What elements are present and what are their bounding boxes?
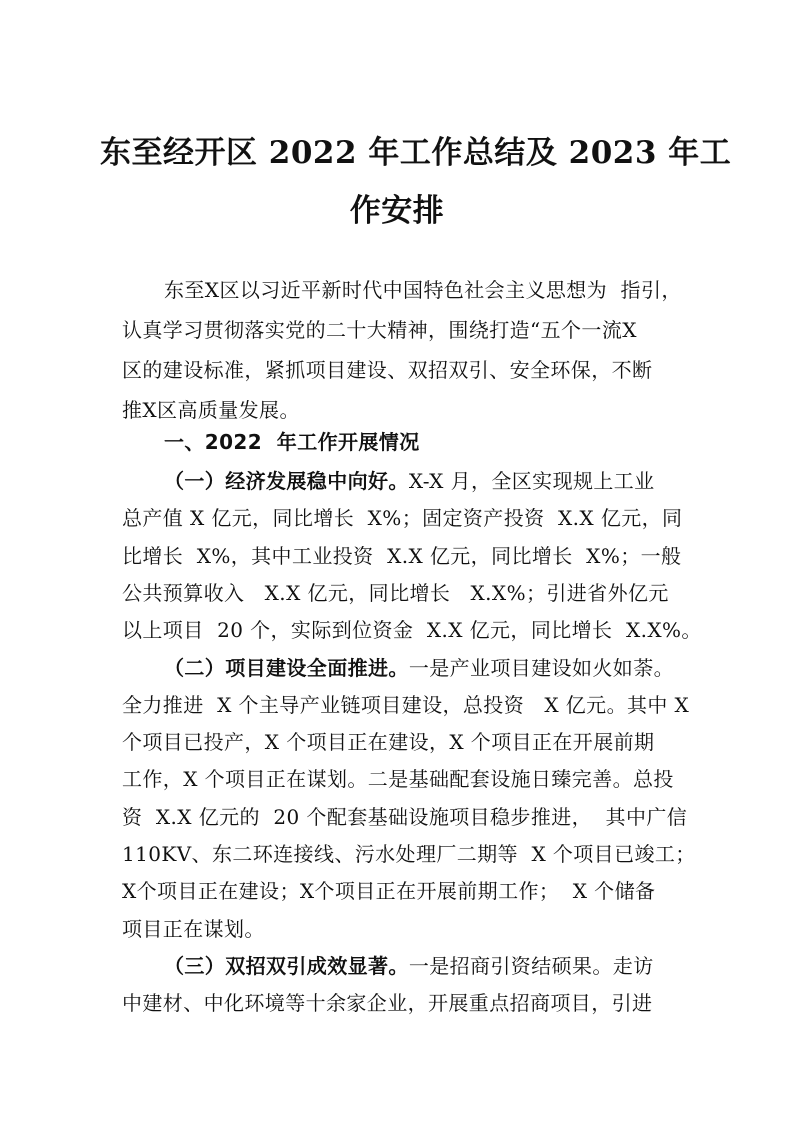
item1-heading: （一）经济发展稳中向好。 xyxy=(164,469,409,493)
item2-line-7: X个项目正在建设；X个项目正在开展前期工作； X 个储备 xyxy=(122,879,656,903)
intro-line-1: 东至X区以习近平新时代中国特色社会主义思想为 指引， xyxy=(164,278,682,302)
item3-first-line xyxy=(164,951,654,981)
item1-line-2: 总产值 X 亿元，同比增长 X%；固定资产投资 X.X 亿元，同 xyxy=(122,506,683,530)
item2-line-4: 工作，X 个项目正在谋划。二是基础配套设施日臻完善。总投 xyxy=(122,767,674,791)
item3-line-2: 中建材、中化环境等十余家企业，开展重点招商项目，引进 xyxy=(122,991,653,1015)
item1-line1-rest: X-X 月，全区实现规上工业 xyxy=(408,469,655,493)
item2-first-line xyxy=(164,653,674,683)
item2-heading: （二）项目建设全面推进。 xyxy=(164,656,409,680)
document-title-line-2: 作安排 xyxy=(349,193,445,229)
item1-first-line xyxy=(164,466,655,496)
item2-line-3: 个项目已投产，X 个项目正在建设，X 个项目正在开展前期 xyxy=(122,730,655,754)
item1-line-5: 以上项目 20 个，实际到位资金 X.X 亿元，同比增长 X.X%。 xyxy=(122,618,702,642)
intro-line-4: 推X区高质量发展。 xyxy=(122,398,300,422)
item2-line-2: 全力推进 X 个主导产业链项目建设，总投资 X 亿元。其中 X xyxy=(122,693,690,717)
document-title-line-1: 东至经开区 2022 年工作总结及 2023 年工 xyxy=(100,135,732,171)
intro-line-2: 认真学习贯彻落实党的二十大精神，围绕打造“五个一流X xyxy=(122,318,637,342)
item2-line-5: 资 X.X 亿元的 20 个配套基础设施项目稳步推进， 其中广信 xyxy=(122,805,688,829)
item3-line1-rest: 一是招商引资结硕果。走访 xyxy=(408,954,654,978)
item3-heading: （三）双招双引成效显著。 xyxy=(164,954,409,978)
section-heading: 一、2022 年工作开展情况 xyxy=(164,430,420,454)
item1-line-3: 比增长 X%，其中工业投资 X.X 亿元，同比增长 X%；一般 xyxy=(122,544,682,568)
item2-line-8: 项目正在谋划。 xyxy=(122,917,265,941)
item2-line1-rest: 一是产业项目建设如火如荼。 xyxy=(408,656,675,680)
item2-line-6: 110KV、东二环连接线、污水处理厂二期等 X 个项目已竣工； xyxy=(122,842,696,866)
intro-line-3: 区的建设标准，紧抓项目建设、双招双引、安全环保，不断 xyxy=(122,358,653,382)
item1-line-4: 公共预算收入 X.X 亿元，同比增长 X.X%；引进省外亿元 xyxy=(122,581,669,605)
